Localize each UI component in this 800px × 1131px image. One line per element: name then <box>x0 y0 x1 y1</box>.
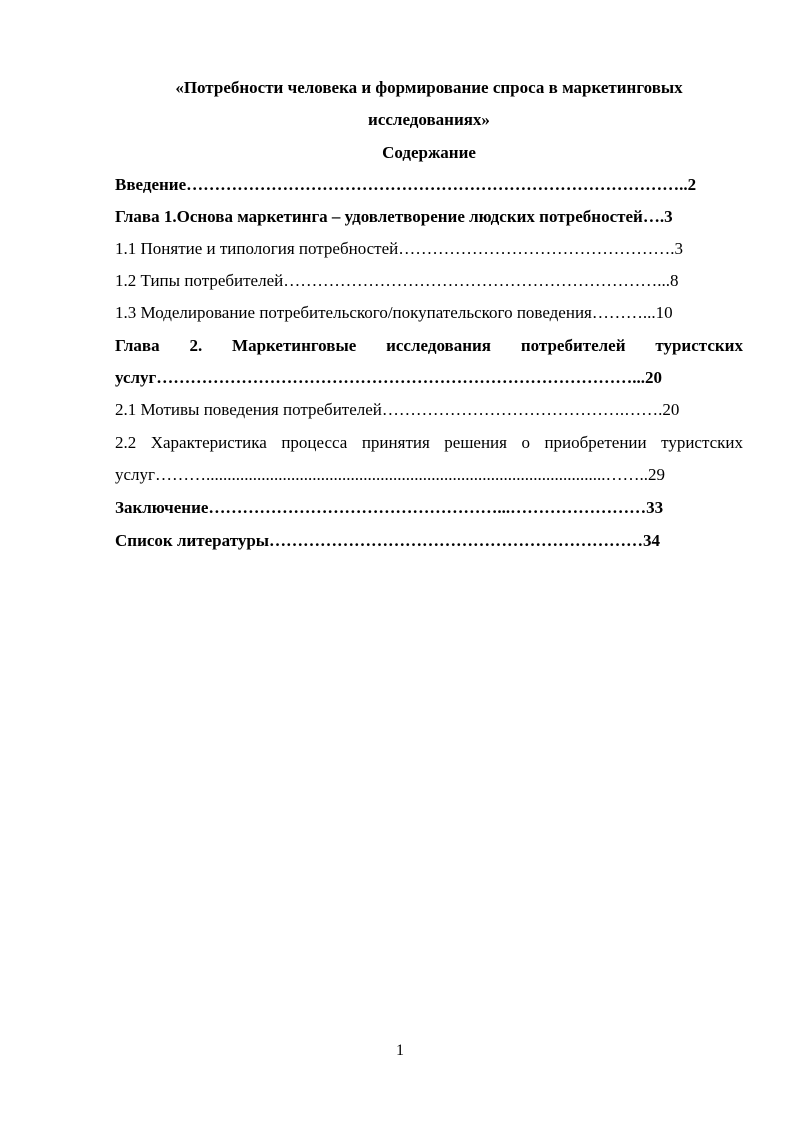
contents-heading: Содержание <box>382 143 476 162</box>
toc-section-2-1: 2.1 Мотивы поведения потребителей…………………………………….…….20 <box>115 400 680 419</box>
toc-section-2-2-line-2: услуг………..............................................................................................……..29 <box>115 465 666 484</box>
toc-references: Список литературы…………………………………………………………34 <box>115 531 661 550</box>
toc-word: 2. <box>189 336 203 355</box>
toc-conclusion: Заключение……………………………………………...……………………33 <box>115 498 664 517</box>
toc-word: туристских <box>655 336 743 355</box>
toc-word: приобретении <box>544 433 647 452</box>
toc-word: принятия <box>361 433 430 452</box>
toc-word: Глава <box>115 336 160 355</box>
toc-word: Маркетинговые <box>232 336 357 355</box>
toc-section-1-2: 1.2 Типы потребителей…………………………………………………………...8 <box>115 271 679 290</box>
toc-chapter-2-line-1 <box>115 330 743 362</box>
toc-section-1-3: 1.3 Моделирование потребительского/покупательского поведения………...10 <box>115 303 673 322</box>
toc-chapter-1: Глава 1.Основа маркетинга – удовлетворение людских потребностей….3 <box>115 207 673 226</box>
toc-intro: Введение……………………………………………………………………………..2 <box>115 175 697 194</box>
toc-word: 2.2 <box>115 433 137 452</box>
document-title <box>115 72 743 136</box>
title-line-1: «Потребности человека и формирование спроса в маркетинговых <box>175 78 683 97</box>
toc-word: исследования <box>386 336 491 355</box>
toc-section-1-1: 1.1 Понятие и типология потребностей………………………………………….3 <box>115 239 683 258</box>
toc-word: решения <box>444 433 507 452</box>
toc-chapter-2-line-2: услуг…………………………………………………………………………...20 <box>115 368 663 387</box>
page-number: 1 <box>396 1042 404 1059</box>
toc-word: Характеристика <box>150 433 267 452</box>
toc-word: о <box>521 433 530 452</box>
toc-word: процесса <box>281 433 348 452</box>
toc-section-2-2-line-1 <box>115 427 743 459</box>
toc-word: туристских <box>661 433 743 452</box>
toc-word: потребителей <box>520 336 626 355</box>
title-line-2: исследованиях» <box>368 110 490 129</box>
